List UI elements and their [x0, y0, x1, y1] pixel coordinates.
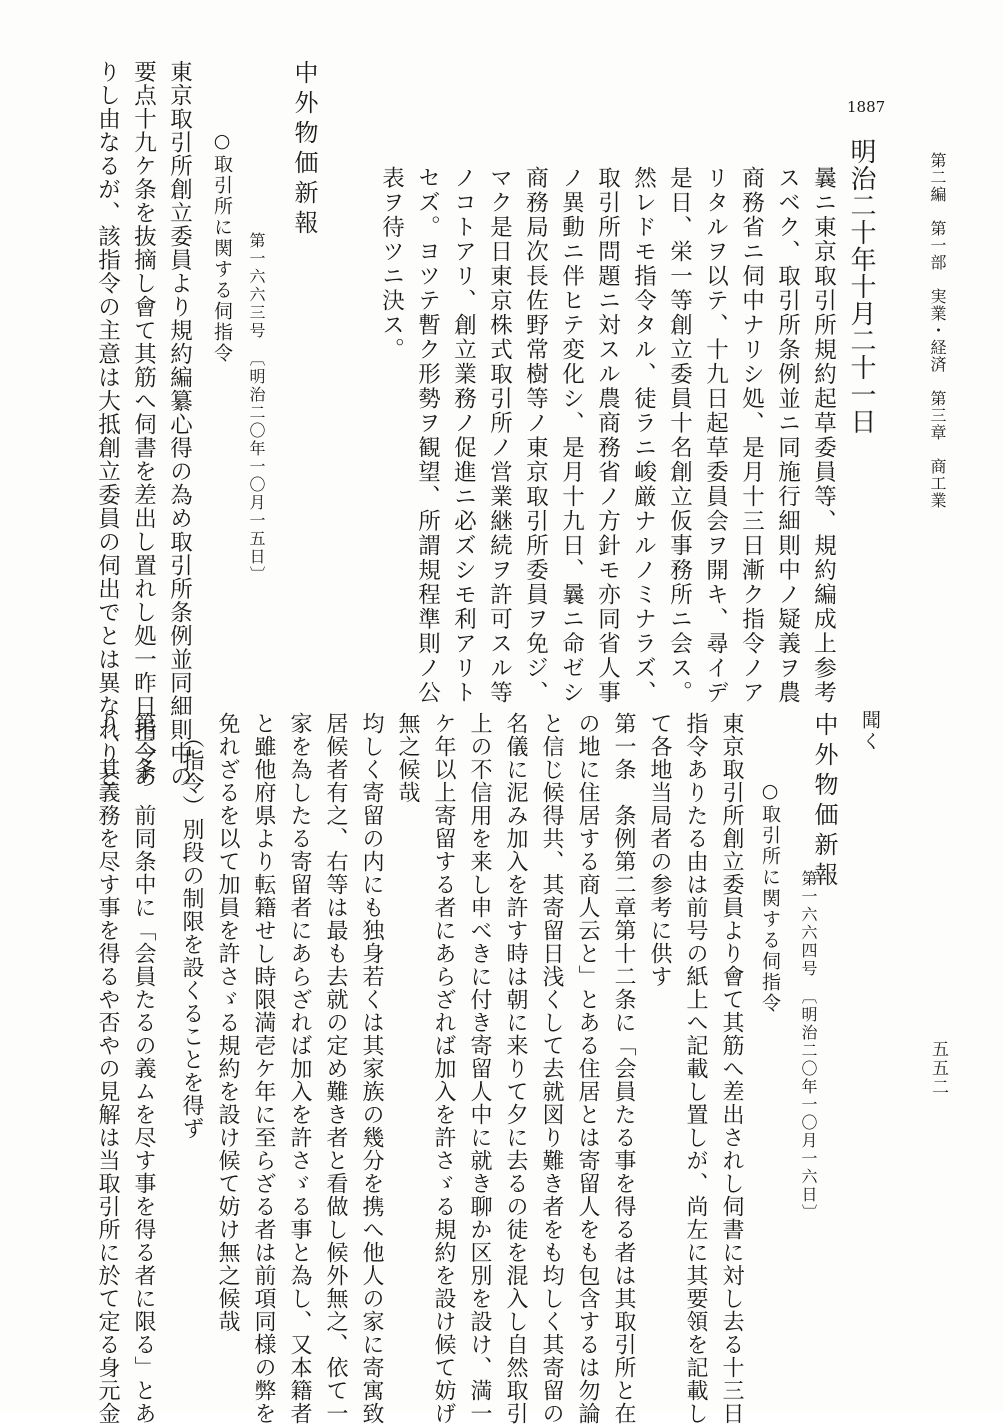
- article-line: 均しく寄留の内にも独身若くは其家族の幾分を携へ他人の家に寄寓致: [359, 712, 384, 1425]
- top-line: セズ。ヨツテ暫ク形勢ヲ観望、所謂規程準則ノ公: [414, 166, 441, 705]
- top-line: 商務局次長佐野常樹等ノ東京取引所委員ヲ免ジ、: [522, 166, 549, 705]
- article-title: ○取引所に関する伺指令: [211, 130, 233, 364]
- top-line: マク是日東京株式取引所ノ営業継続ヲ許可スル等: [486, 166, 513, 705]
- top-line: ノコトアリ、創立業務ノ促進ニ必ズシモ利アリト: [450, 166, 477, 705]
- newspaper-title: 中外物価新報: [810, 712, 838, 892]
- top-line: 表ヲ待ツニ決ス。: [378, 166, 405, 362]
- article-line: と雖他府県より転籍せし時限満壱ケ年に至らざる者は前項同様の弊を: [251, 712, 276, 1425]
- article-line: 免れざるを以て加員を許さゞる規約を設け候て妨け無之候哉: [215, 712, 240, 1333]
- top-line: 然レドモ指令タル、徒ラニ峻厳ナルノミナラズ、: [630, 166, 657, 705]
- top-line: ノ異動ニ伴ヒテ変化シ、是月十九日、曩ニ命ゼシ: [558, 166, 585, 705]
- year-marker: 1887: [847, 98, 886, 116]
- article-line: 家を為したる寄留者にあらざれば加入を許さゞる事と為し、又本籍者: [287, 712, 312, 1425]
- article-line: （指令）別段の制限を設くることを得ず: [179, 726, 204, 1140]
- article-title: ○取引所に関する伺指令: [759, 780, 781, 1014]
- article-line: 上の不信用を来し申べきに付き寄留人中に就き聊か区別を設け、満一: [467, 712, 492, 1425]
- article-line: 名儀に泥み加入を許す時は朝に来りて夕に去るの徒を混入し自然取引: [503, 712, 528, 1425]
- article-line: 指令ありたる由は前号の紙上へ記載し置しが、尚左に其要領を記載し: [683, 712, 708, 1425]
- top-line: 曩ニ東京取引所規約起草委員等、規約編成上参考: [810, 166, 837, 705]
- top-line: 取引所問題ニ対スル農商務省ノ方針モ亦同省人事: [594, 166, 621, 705]
- page-number: 五五二: [928, 1040, 948, 1097]
- article-line: て各地当局者の参考に供す: [647, 712, 672, 988]
- top-line: スベク、取引所条例並ニ同施行細則中ノ疑義ヲ農: [774, 166, 801, 705]
- article-line: 第一条 条例第二章第十二条に「会員たる事を得る者は其取引所と在: [611, 712, 636, 1425]
- top-line: 商務省ニ伺中ナリシ処、是月十三日漸ク指令ノア: [738, 166, 765, 705]
- article-line: の地に住居する商人云と」とある住居とは寄留人をも包含するは勿論: [575, 712, 600, 1425]
- article-line: ケ年以上寄留する者にあらざれば加入を許さゞる規約を設け候て妨げ: [431, 712, 456, 1425]
- article-line: 居候者有之、右等は最も去就の定め難き者と看做し候外無之、依て一: [323, 712, 348, 1425]
- article-line: 第二条 前同条中に「会員たるの義ムを尽す事を得る者に限る」とあ: [131, 712, 156, 1425]
- article-line: と信じ候得共、其寄留日浅くして去就図り難き者をも均しく其寄留の: [539, 712, 564, 1425]
- article-line: 東京取引所創立委員より會て其筋へ差出されし伺書に対し去る十三日: [719, 712, 744, 1425]
- issue-number: 第一六六四号 〔明治二〇年一〇月一六日〕: [799, 870, 818, 1222]
- top-line: 是日、栄一等創立委員十名創立仮事務所ニ会ス。: [666, 166, 693, 705]
- top-line: リタルヲ以テ、十九日起草委員会ヲ開キ、尋イデ: [702, 166, 729, 705]
- continuation-word: 聞く: [859, 710, 881, 752]
- article-line: り、其義務を尽す事を得るや否やの見解は当取引所に於て定る身元金: [95, 712, 120, 1425]
- article-line: 無之候哉: [395, 712, 420, 804]
- entry-date: 明治二十年十月二十一日: [846, 138, 876, 435]
- newspaper-title: 中外物価新報: [290, 60, 318, 240]
- article-line: りし由なるが、該指令の主意は大抵創立委員の伺出でとは異なれりと: [94, 60, 121, 789]
- article-line: 東京取引所創立委員より規約編纂心得の為め取引所条例並同細則中の: [166, 60, 193, 789]
- article-line: 要点十九ケ条を抜摘し會て其筋へ伺書を差出し置れし処一昨日指令あ: [130, 60, 157, 789]
- running-head: 第二編 第一部 実業・経済 第三章 商工業: [928, 152, 947, 509]
- issue-number: 第一六六三号 〔明治二〇年一〇月一五日〕: [247, 232, 266, 584]
